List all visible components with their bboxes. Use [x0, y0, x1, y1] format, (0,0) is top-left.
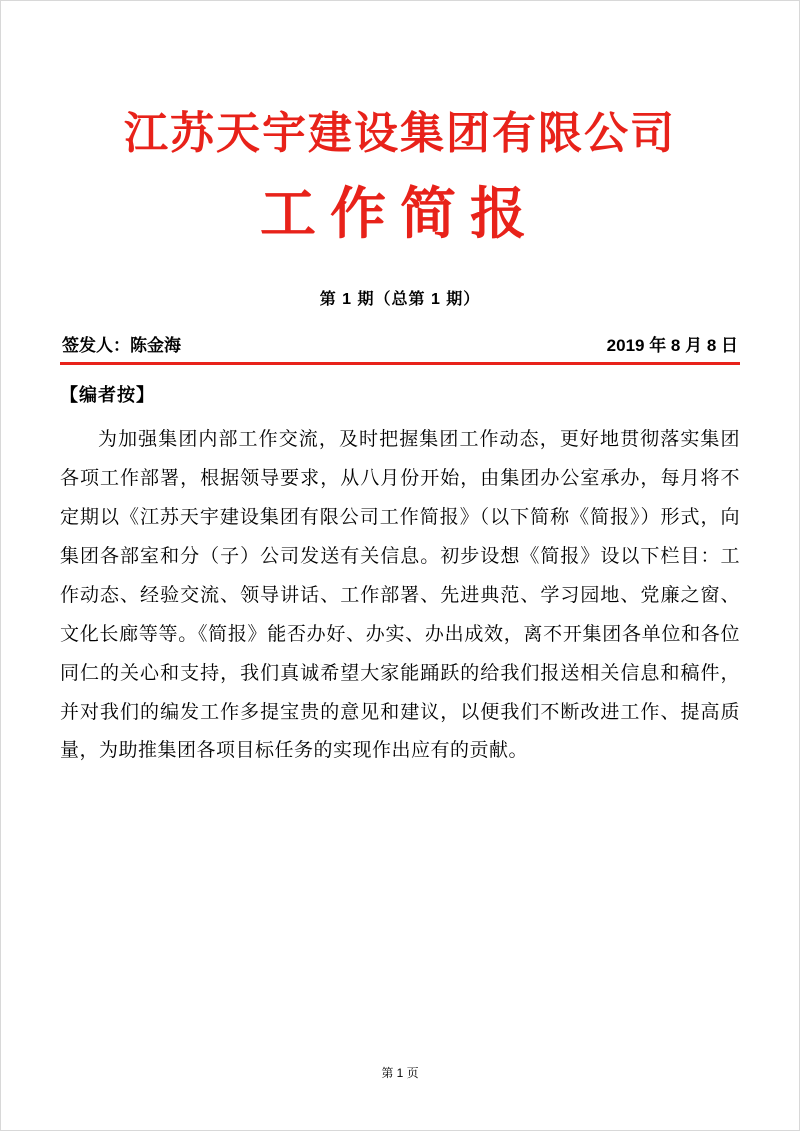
- page-footer: 第 1 页: [381, 1066, 419, 1080]
- company-name: 江苏天宇建设集团有限公司: [124, 108, 676, 159]
- issue-number: 第 1 期（总第 1 期）: [319, 290, 481, 308]
- section-heading: 【编者按】: [60, 384, 155, 405]
- header-divider: [60, 362, 740, 365]
- body-paragraph: 为加强集团内部工作交流，及时把握集团工作动态，更好地贯彻落实集团各项工作部署，根据领导要求，从八月份开始，由集团办公室承办，每月将不定期以《江苏天宇建设集团有限公司工作简报》（以下简称《简报》）形式，向集团各部室和分（子）公司发送有关信息。初步设想《简报》设以下栏目：工作动态、经验交流、领导讲话、工作部署、先进典范、学习园地、党廉之窗、文化长廊等等。《简报》能否办好、办实、办出成效，离不开集团各单位和各位同仁的关心和支持，我们真诚希望大家能踊跃的给我们报送相关信息和稿件，并对我们的编发工作多提宝贵的意见和建议，以便我们不断改进工作、提高质量，为助推集团各项目标任务的实现作出应有的贡献。: [60, 428, 740, 762]
- signer-name: 签发人：陈金海: [62, 335, 181, 355]
- signer-row: [60, 331, 740, 360]
- document-title: 工作简报: [260, 181, 540, 248]
- masthead: [60, 0, 740, 246]
- document-date: 2019 年 8 月 8 日: [606, 335, 738, 355]
